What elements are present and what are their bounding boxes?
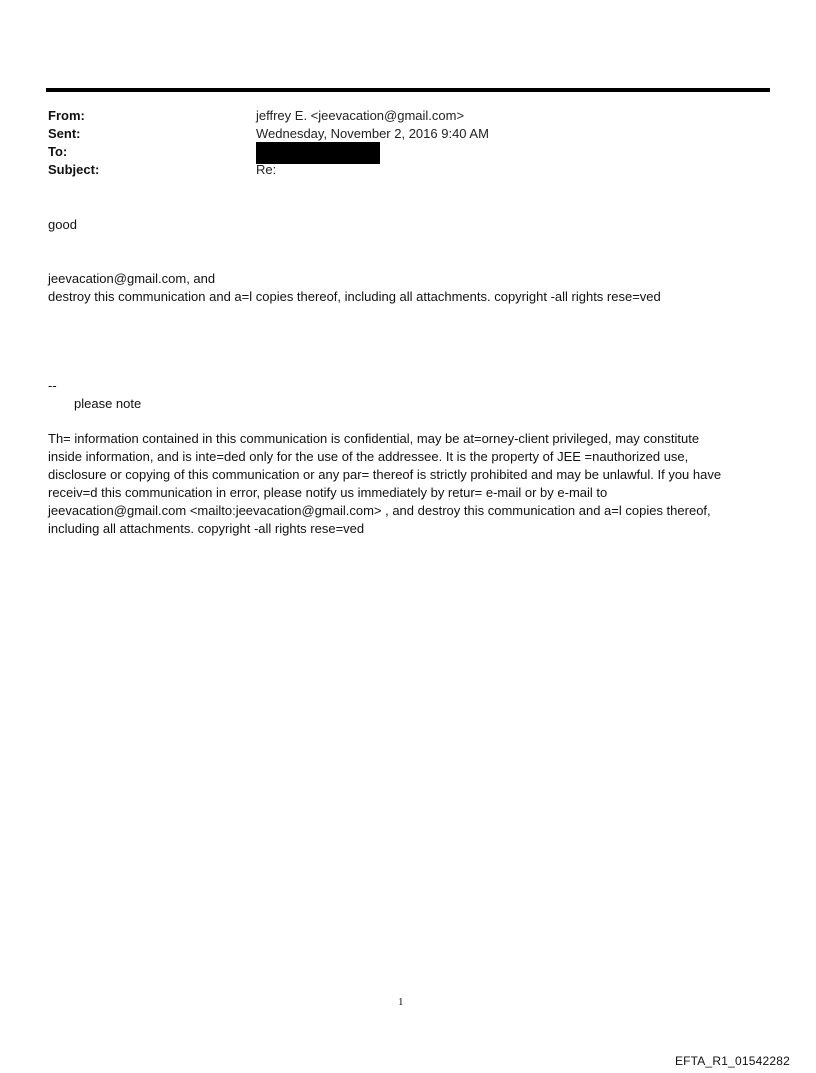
please-note: please note bbox=[74, 396, 142, 411]
from-value: jeffrey E. <jeevacation@gmail.com> bbox=[256, 108, 465, 123]
sent-label: Sent: bbox=[48, 126, 81, 141]
subject-value: Re: bbox=[256, 162, 277, 177]
signature-separator: -- bbox=[48, 378, 57, 393]
to-label: To: bbox=[48, 144, 68, 159]
quote-line-1: jeevacation@gmail.com, and bbox=[48, 271, 216, 286]
disclaimer-line: Th= information contained in this communication is confidential, may be at=orney-client privileged, may constitute bbox=[48, 431, 700, 446]
disclaimer-line: jeevacation@gmail.com <mailto:jeevacation@gmail.com> , and destroy this communication and a=l copies thereof, bbox=[48, 503, 711, 518]
sent-value: Wednesday, November 2, 2016 9:40 AM bbox=[256, 126, 489, 141]
disclaimer-line: inside information, and is inte=ded only for the use of the addressee. It is the property of JEE =nauthorized use, bbox=[48, 449, 689, 464]
from-label: From: bbox=[48, 108, 85, 123]
subject-label: Subject: bbox=[48, 162, 100, 177]
bates-number: EFTA_R1_01542282 bbox=[674, 1054, 790, 1068]
disclaimer-line: receiv=d this communication in error, please notify us immediately by retur= e-mail or by e-mail to bbox=[48, 485, 608, 500]
page-number: 1 bbox=[398, 996, 404, 1008]
reply-text: good bbox=[48, 217, 77, 232]
disclaimer-line: disclosure or copying of this communication or any par= thereof is strictly prohibited and may be unlawful. If you have bbox=[48, 467, 722, 482]
header-rule bbox=[46, 88, 770, 92]
disclaimer-line: including all attachments. copyright -all rights rese=ved bbox=[48, 521, 365, 536]
quote-line-2: destroy this communication and a=l copies thereof, including all attachments. copyright -all rights rese=ved bbox=[48, 289, 661, 304]
